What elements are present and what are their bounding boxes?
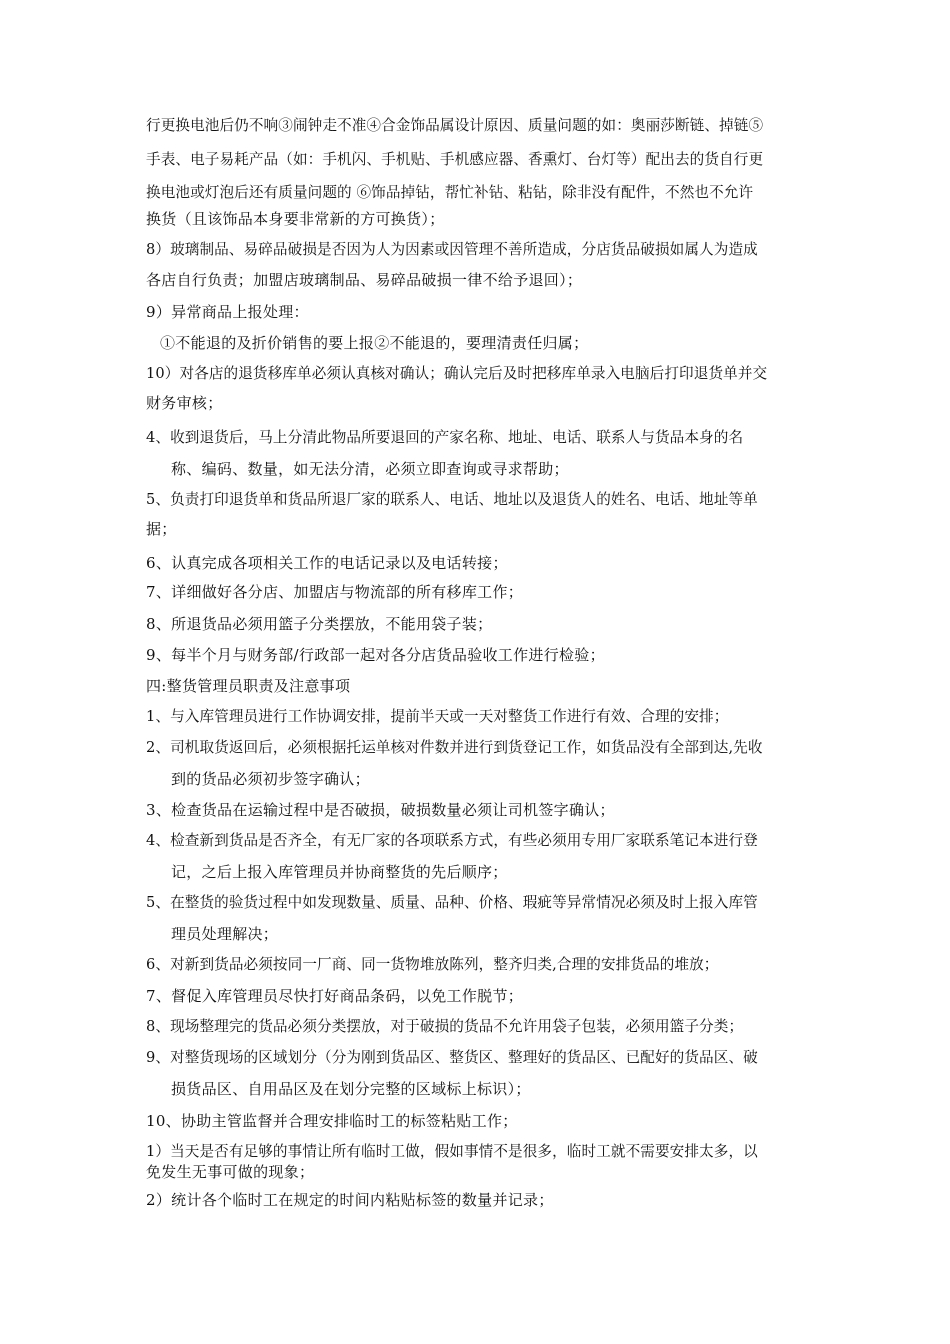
text-line: 9）异常商品上报处理：	[146, 303, 309, 321]
section-heading: 四:整货管理员职责及注意事项	[146, 677, 351, 695]
text-line: 各店自行负责；加盟店玻璃制品、易碎品破损一律不给予退回）；	[146, 271, 583, 289]
text-line: 2）统计各个临时工在规定的时间内粘贴标签的数量并记录；	[146, 1191, 554, 1209]
text-line: 免发生无事可做的现象；	[146, 1163, 315, 1181]
text-line: 9、每半个月与财务部/行政部一起对各分店货品验收工作进行检验；	[146, 646, 605, 664]
text-line: 损货品区、自用品区及在划分完整的区域标上标识）；	[171, 1080, 531, 1098]
text-line: 财务审核；	[146, 394, 223, 412]
text-line: 10）对各店的退货移库单必须认真核对确认；确认完后及时把移库单录入电脑后打印退货单并交	[146, 365, 768, 382]
text-line: 1）当天是否有足够的事情让所有临时工做，假如事情不是很多，临时工就不需要安排太多，以	[146, 1143, 758, 1160]
text-line: 理员处理解决；	[171, 925, 279, 943]
text-line: 9、对整货现场的区域划分（分为刚到货品区、整货区、整理好的货品区、已配好的货品区、破	[146, 1049, 758, 1066]
text-line: 行更换电池后仍不响③闹钟走不准④合金饰品属设计原因、质量问题的如：奥丽莎断链、掉链⑤	[146, 117, 764, 134]
text-line: 称、编码、数量，如无法分清，必须立即查询或寻求帮助；	[171, 460, 569, 478]
text-line: 7、详细做好各分店、加盟店与物流部的所有移库工作；	[146, 583, 524, 601]
text-line: 8、所退货品必须用篮子分类摆放，不能用袋子装；	[146, 615, 493, 633]
text-line: 2、司机取货返回后，必须根据托运单核对件数并进行到货登记工作，如货品没有全部到达,先收	[146, 739, 763, 756]
text-line: 手表、电子易耗产品（如：手机闪、手机贴、手机感应器、香熏灯、台灯等）配出去的货自行更	[146, 151, 764, 168]
text-line: 7、督促入库管理员尽快打好商品条码，以免工作脱节；	[146, 987, 524, 1005]
text-line: 换电池或灯泡后还有质量问题的 ⑥饰品掉钻，帮忙补钻、粘钻，除非没有配件，不然也不允许	[146, 184, 754, 201]
text-line: 8、现场整理完的货品必须分类摆放，对于破损的货品不允许用袋子包装，必须用篮子分类；	[146, 1018, 744, 1035]
text-line: 8）玻璃制品、易碎品破损是否因为人为因素或因管理不善所造成，分店货品破损如属人为造成	[146, 241, 758, 258]
text-line: 4、检查新到货品是否齐全，有无厂家的各项联系方式，有些必须用专用厂家联系笔记本进行登	[146, 832, 758, 849]
text-line: ①不能退的及折价销售的要上报②不能退的，要理清责任归属；	[160, 334, 589, 352]
text-line: 记，之后上报入库管理员并协商整货的先后顺序；	[171, 863, 508, 881]
text-line: 5、负责打印退货单和货品所退厂家的联系人、电话、地址以及退货人的姓名、电话、地址等单	[146, 491, 758, 508]
text-line: 4、收到退货后，马上分清此物品所要退回的产家名称、地址、电话、联系人与货品本身的名	[146, 429, 744, 446]
text-line: 1、与入库管理员进行工作协调安排，提前半天或一天对整货工作进行有效、合理的安排；	[146, 708, 729, 725]
text-line: 6、对新到货品必须按同一厂商、同一货物堆放陈列，整齐归类,合理的安排货品的堆放；	[146, 956, 719, 973]
text-line: 换货（且该饰品本身要非常新的方可换货）；	[146, 210, 445, 228]
text-line: 6、认真完成各项相关工作的电话记录以及电话转接；	[146, 554, 508, 572]
text-line: 3、检查货品在运输过程中是否破损，破损数量必须让司机签字确认；	[146, 801, 615, 819]
text-line: 5、在整货的验货过程中如发现数量、质量、品种、价格、瑕疵等异常情况必须及时上报入库管	[146, 894, 758, 911]
text-line: 据；	[146, 520, 177, 538]
text-line: 到的货品必须初步签字确认；	[171, 770, 370, 788]
text-line: 10、协助主管监督并合理安排临时工的标签粘贴工作；	[146, 1112, 518, 1130]
